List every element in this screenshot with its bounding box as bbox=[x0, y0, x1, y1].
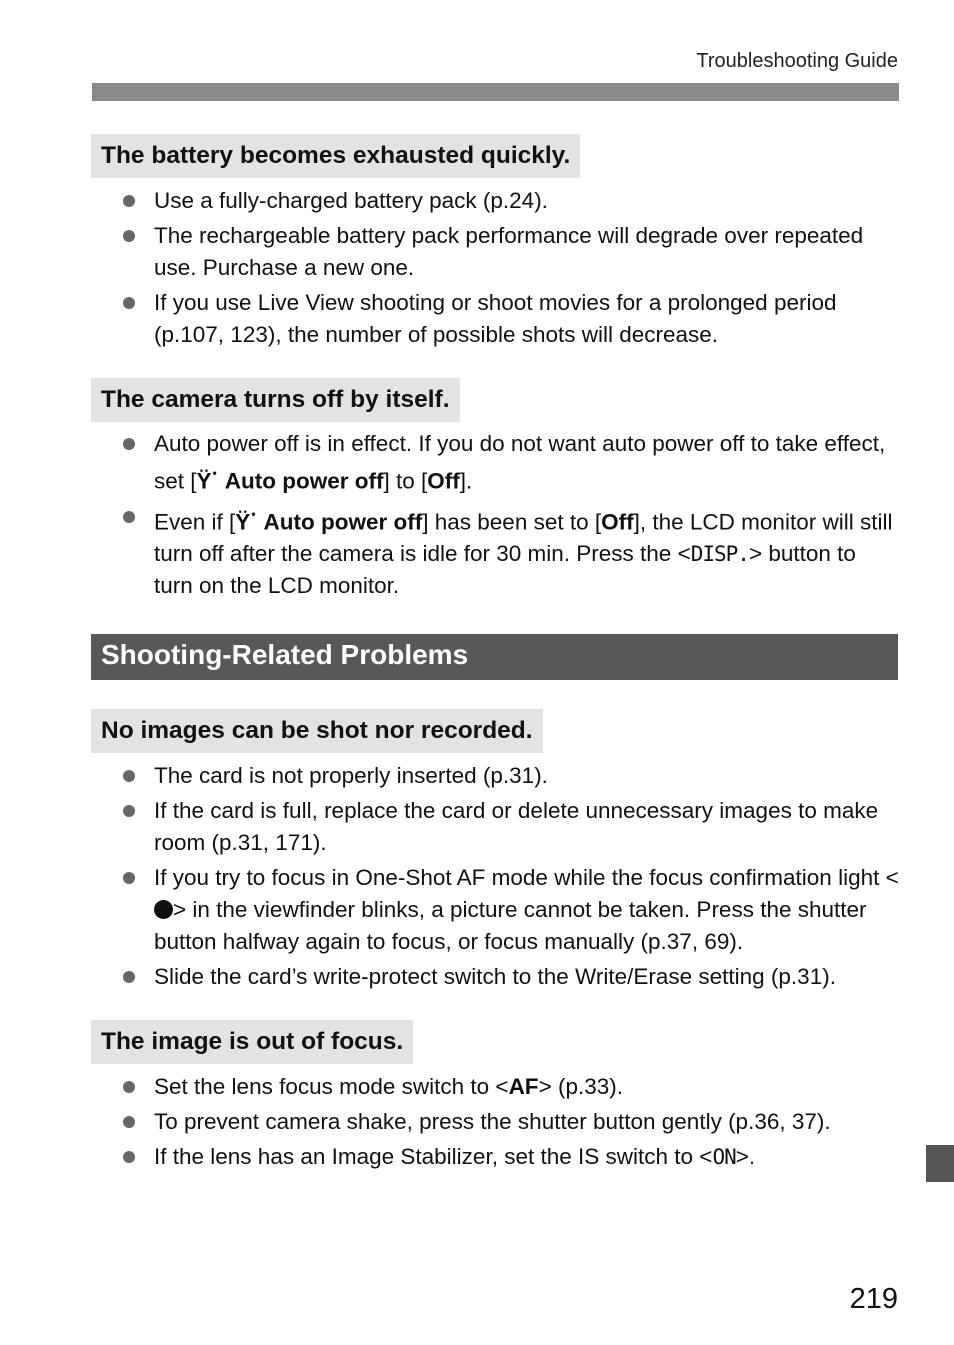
list-item-text: Use a fully-charged battery pack (p.24). bbox=[154, 188, 548, 213]
list-item-text: If you use Live View shooting or shoot movies for a prolonged period (p.107, 123), the number of possible shots will decrease. bbox=[154, 290, 837, 347]
list-item bbox=[154, 501, 899, 603]
bullet-icon bbox=[123, 872, 135, 884]
setup-menu-tab-marker: • bbox=[212, 466, 217, 480]
is-switch-label: ON bbox=[712, 1145, 736, 1169]
setting-name: Auto power off bbox=[224, 468, 384, 494]
setting-name: Auto power off bbox=[263, 509, 423, 534]
list-item bbox=[154, 862, 899, 958]
bullet-icon bbox=[123, 230, 135, 242]
battery-list bbox=[154, 185, 899, 354]
list-item-text: Even if [ bbox=[154, 509, 236, 534]
list-item-text: > in the viewfinder blinks, a picture cannot be taken. Press the shutter button halfway again to focus, or focus manually (p.37, 69). bbox=[154, 897, 867, 954]
list-item-text: If the card is full, replace the card or delete unnecessary images to make room (p.31, 171). bbox=[154, 798, 879, 855]
camera-off-heading: The camera turns off by itself. bbox=[91, 378, 460, 422]
list-item bbox=[154, 1141, 899, 1173]
list-item bbox=[154, 220, 899, 284]
section-header bbox=[91, 634, 898, 680]
list-item-text: ] to [ bbox=[383, 468, 428, 494]
focus-confirmation-icon bbox=[154, 900, 173, 919]
setup-menu-glyph: Ÿ bbox=[196, 468, 212, 494]
header-rule bbox=[92, 83, 899, 101]
list-item bbox=[154, 1106, 899, 1138]
focus-heading: The image is out of focus. bbox=[91, 1020, 413, 1064]
disp-button-label: DISP. bbox=[690, 542, 749, 566]
camera-off-list bbox=[154, 428, 899, 605]
list-item-text: If the lens has an Image Stabilizer, set the IS switch to < bbox=[154, 1144, 713, 1169]
list-item-text: Slide the card’s write-protect switch to the Write/Erase setting (p.31). bbox=[154, 964, 836, 989]
list-item-text: If you try to focus in One-Shot AF mode while the focus confirmation light < bbox=[154, 865, 899, 890]
battery-heading: The battery becomes exhausted quickly. bbox=[91, 134, 580, 178]
list-item bbox=[154, 1071, 899, 1103]
no-images-heading: No images can be shot nor recorded. bbox=[91, 709, 543, 753]
list-item bbox=[154, 428, 899, 498]
setting-value: Off bbox=[427, 468, 460, 494]
bullet-icon bbox=[123, 511, 135, 523]
bullet-icon bbox=[123, 438, 135, 450]
list-item-text: Auto power off is in effect. If you do not want auto power off to take effect, set [ bbox=[154, 431, 886, 494]
running-title: Troubleshooting Guide bbox=[696, 50, 898, 72]
setup-menu-icon bbox=[235, 501, 255, 539]
bullet-icon bbox=[123, 805, 135, 817]
list-item-text: ] has been set to [ bbox=[422, 509, 602, 534]
bullet-icon bbox=[123, 195, 135, 207]
bullet-icon bbox=[123, 770, 135, 782]
list-item-text: > (p.33). bbox=[538, 1074, 623, 1099]
list-item bbox=[154, 760, 899, 792]
bullet-icon bbox=[123, 297, 135, 309]
list-item-text: The rechargeable battery pack performance will degrade over repeated use. Purchase a new one. bbox=[154, 223, 864, 280]
chapter-thumb-tab bbox=[926, 1145, 954, 1182]
page-number: 219 bbox=[849, 1283, 898, 1315]
setting-value: Off bbox=[601, 509, 634, 534]
setup-menu-tab-marker: • bbox=[251, 506, 256, 521]
no-images-list bbox=[154, 760, 899, 996]
focus-list bbox=[154, 1071, 899, 1176]
setup-menu-icon bbox=[197, 460, 217, 498]
bullet-icon bbox=[123, 1116, 135, 1128]
list-item-text: > button to turn on the LCD monitor. bbox=[154, 541, 856, 598]
list-item-text: Set the lens focus mode switch to < bbox=[154, 1074, 509, 1099]
list-item-text: ], the LCD monitor will still turn off after the camera is idle for 30 min. Press the < bbox=[154, 509, 893, 566]
focus-mode-label: AF bbox=[508, 1074, 539, 1099]
list-item bbox=[154, 287, 899, 351]
bullet-icon bbox=[123, 971, 135, 983]
setup-menu-glyph: Ÿ bbox=[235, 509, 251, 534]
bullet-icon bbox=[123, 1151, 135, 1163]
list-item-text: To prevent camera shake, press the shutter button gently (p.36, 37). bbox=[154, 1109, 831, 1134]
list-item-text: >. bbox=[735, 1144, 756, 1169]
list-item bbox=[154, 961, 899, 993]
list-item bbox=[154, 795, 899, 859]
list-item bbox=[154, 185, 899, 217]
section-title: Shooting-Related Problems bbox=[101, 639, 469, 670]
list-item-text: The card is not properly inserted (p.31). bbox=[154, 763, 548, 788]
bullet-icon bbox=[123, 1081, 135, 1093]
list-item-text: ]. bbox=[459, 468, 473, 494]
